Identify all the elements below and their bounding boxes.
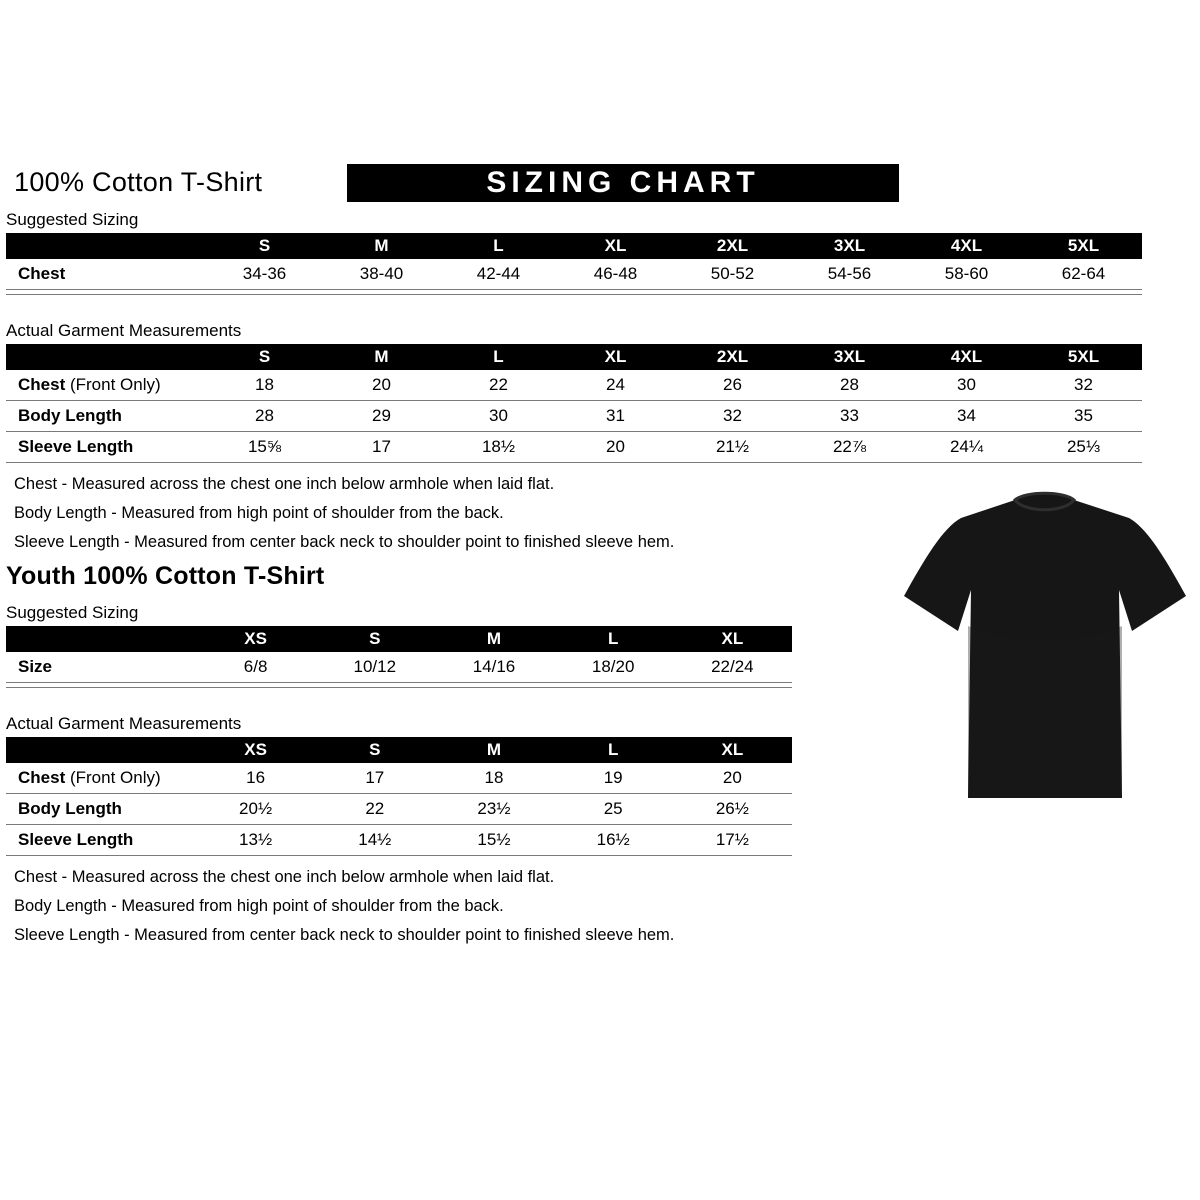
row-label: Size — [6, 652, 196, 683]
measurement-cell: 30 — [908, 370, 1025, 401]
measurement-cell: 15½ — [434, 825, 553, 856]
row-label: Body Length — [6, 401, 206, 432]
measurement-cell: 28 — [791, 370, 908, 401]
size-column-header: M — [323, 344, 440, 370]
measurement-cell: 22/24 — [673, 652, 792, 683]
adult-actual-table — [6, 344, 1142, 463]
tshirt-graphic — [896, 476, 1194, 818]
measurement-cell: 62-64 — [1025, 259, 1142, 290]
size-column-header: 4XL — [908, 233, 1025, 259]
youth-measurement-notes — [6, 868, 1200, 945]
adult-suggested-table — [6, 233, 1142, 290]
size-column-header: S — [315, 737, 434, 763]
row-label: Sleeve Length — [6, 432, 206, 463]
size-column-header: S — [206, 344, 323, 370]
measurement-cell: 34-36 — [206, 259, 323, 290]
measurement-cell: 58-60 — [908, 259, 1025, 290]
row-label: Sleeve Length — [6, 825, 196, 856]
size-column-header: 5XL — [1025, 233, 1142, 259]
measurement-cell: 18 — [434, 763, 553, 794]
measurement-cell: 21½ — [674, 432, 791, 463]
measurement-cell: 25 — [554, 794, 673, 825]
adult-suggested-table-wrap — [6, 233, 1142, 295]
size-column-header: S — [315, 626, 434, 652]
measurement-cell: 30 — [440, 401, 557, 432]
measurement-cell: 54-56 — [791, 259, 908, 290]
measurement-row — [6, 432, 1142, 463]
measurement-cell: 24 — [557, 370, 674, 401]
measurement-cell: 15⅝ — [206, 432, 323, 463]
measurement-cell: 26 — [674, 370, 791, 401]
measurement-cell: 33 — [791, 401, 908, 432]
measurement-cell: 6/8 — [196, 652, 315, 683]
size-column-header: XS — [196, 626, 315, 652]
measurement-row — [6, 794, 792, 825]
size-column-header: M — [434, 626, 553, 652]
size-column-header: M — [323, 233, 440, 259]
measurement-cell: 17 — [323, 432, 440, 463]
measurement-cell: 14½ — [315, 825, 434, 856]
size-column-header: 2XL — [674, 344, 791, 370]
measurement-cell: 23½ — [434, 794, 553, 825]
header-corner — [6, 626, 196, 652]
header-corner — [6, 737, 196, 763]
measurement-cell: 18/20 — [554, 652, 673, 683]
row-label: Chest (Front Only) — [6, 370, 206, 401]
size-column-header: L — [440, 344, 557, 370]
adult-suggested-heading: Suggested Sizing — [6, 210, 139, 229]
size-column-header: XL — [557, 233, 674, 259]
adult-actual-heading: Actual Garment Measurements — [6, 321, 242, 340]
measurement-cell: 46-48 — [557, 259, 674, 290]
size-column-header: 3XL — [791, 233, 908, 259]
size-column-header: 4XL — [908, 344, 1025, 370]
note-line: Sleeve Length - Measured from center back neck to shoulder point to finished sleeve hem. — [14, 926, 675, 944]
measurement-cell: 28 — [206, 401, 323, 432]
size-column-header: 5XL — [1025, 344, 1142, 370]
measurement-cell: 32 — [674, 401, 791, 432]
measurement-cell: 32 — [1025, 370, 1142, 401]
size-column-header: XS — [196, 737, 315, 763]
black-tshirt-image — [896, 476, 1194, 818]
measurement-cell: 22⅞ — [791, 432, 908, 463]
measurement-cell: 20½ — [196, 794, 315, 825]
measurement-row — [6, 259, 1142, 290]
measurement-cell: 20 — [323, 370, 440, 401]
sizing-chart-banner: SIZING CHART — [347, 164, 899, 202]
size-column-header: M — [434, 737, 553, 763]
note-line: Sleeve Length - Measured from center back neck to shoulder point to finished sleeve hem. — [14, 533, 675, 551]
measurement-cell: 34 — [908, 401, 1025, 432]
measurement-cell: 25⅓ — [1025, 432, 1142, 463]
measurement-cell: 22 — [315, 794, 434, 825]
measurement-cell: 20 — [557, 432, 674, 463]
measurement-cell: 10/12 — [315, 652, 434, 683]
adult-section-title: 100% Cotton T-Shirt — [14, 167, 263, 197]
size-column-header: L — [554, 626, 673, 652]
size-column-header: XL — [557, 344, 674, 370]
measurement-cell: 19 — [554, 763, 673, 794]
measurement-cell: 13½ — [196, 825, 315, 856]
measurement-cell: 42-44 — [440, 259, 557, 290]
measurement-cell: 14/16 — [434, 652, 553, 683]
size-column-header: 3XL — [791, 344, 908, 370]
measurement-cell: 18 — [206, 370, 323, 401]
size-column-header: XL — [673, 737, 792, 763]
measurement-cell: 26½ — [673, 794, 792, 825]
measurement-cell: 16 — [196, 763, 315, 794]
measurement-cell: 16½ — [554, 825, 673, 856]
measurement-row — [6, 652, 792, 683]
measurement-cell: 24¼ — [908, 432, 1025, 463]
size-column-header: L — [554, 737, 673, 763]
measurement-cell: 31 — [557, 401, 674, 432]
measurement-cell: 29 — [323, 401, 440, 432]
note-line: Body Length - Measured from high point of shoulder from the back. — [14, 897, 504, 915]
measurement-cell: 17½ — [673, 825, 792, 856]
note-line: Body Length - Measured from high point of shoulder from the back. — [14, 504, 504, 522]
measurement-cell: 22 — [440, 370, 557, 401]
header-corner — [6, 344, 206, 370]
row-label: Chest — [6, 259, 206, 290]
measurement-cell: 35 — [1025, 401, 1142, 432]
measurement-row — [6, 370, 1142, 401]
measurement-cell: 38-40 — [323, 259, 440, 290]
note-line: Chest - Measured across the chest one inch below armhole when laid flat. — [14, 475, 555, 493]
header-row — [6, 164, 1200, 204]
size-column-header: S — [206, 233, 323, 259]
note-line: Chest - Measured across the chest one inch below armhole when laid flat. — [14, 868, 555, 886]
measurement-row — [6, 825, 792, 856]
measurement-cell: 17 — [315, 763, 434, 794]
measurement-cell: 50-52 — [674, 259, 791, 290]
size-column-header: 2XL — [674, 233, 791, 259]
youth-actual-heading: Actual Garment Measurements — [6, 714, 242, 733]
size-column-header: XL — [673, 626, 792, 652]
row-label: Body Length — [6, 794, 196, 825]
youth-section-title: Youth 100% Cotton T-Shirt — [6, 562, 325, 590]
measurement-row — [6, 401, 1142, 432]
measurement-cell: 18½ — [440, 432, 557, 463]
youth-actual-table — [6, 737, 792, 856]
measurement-cell: 20 — [673, 763, 792, 794]
youth-suggested-table — [6, 626, 792, 683]
measurement-row — [6, 763, 792, 794]
header-corner — [6, 233, 206, 259]
row-label: Chest (Front Only) — [6, 763, 196, 794]
size-column-header: L — [440, 233, 557, 259]
youth-suggested-table-wrap — [6, 626, 792, 688]
youth-suggested-heading: Suggested Sizing — [6, 603, 139, 622]
